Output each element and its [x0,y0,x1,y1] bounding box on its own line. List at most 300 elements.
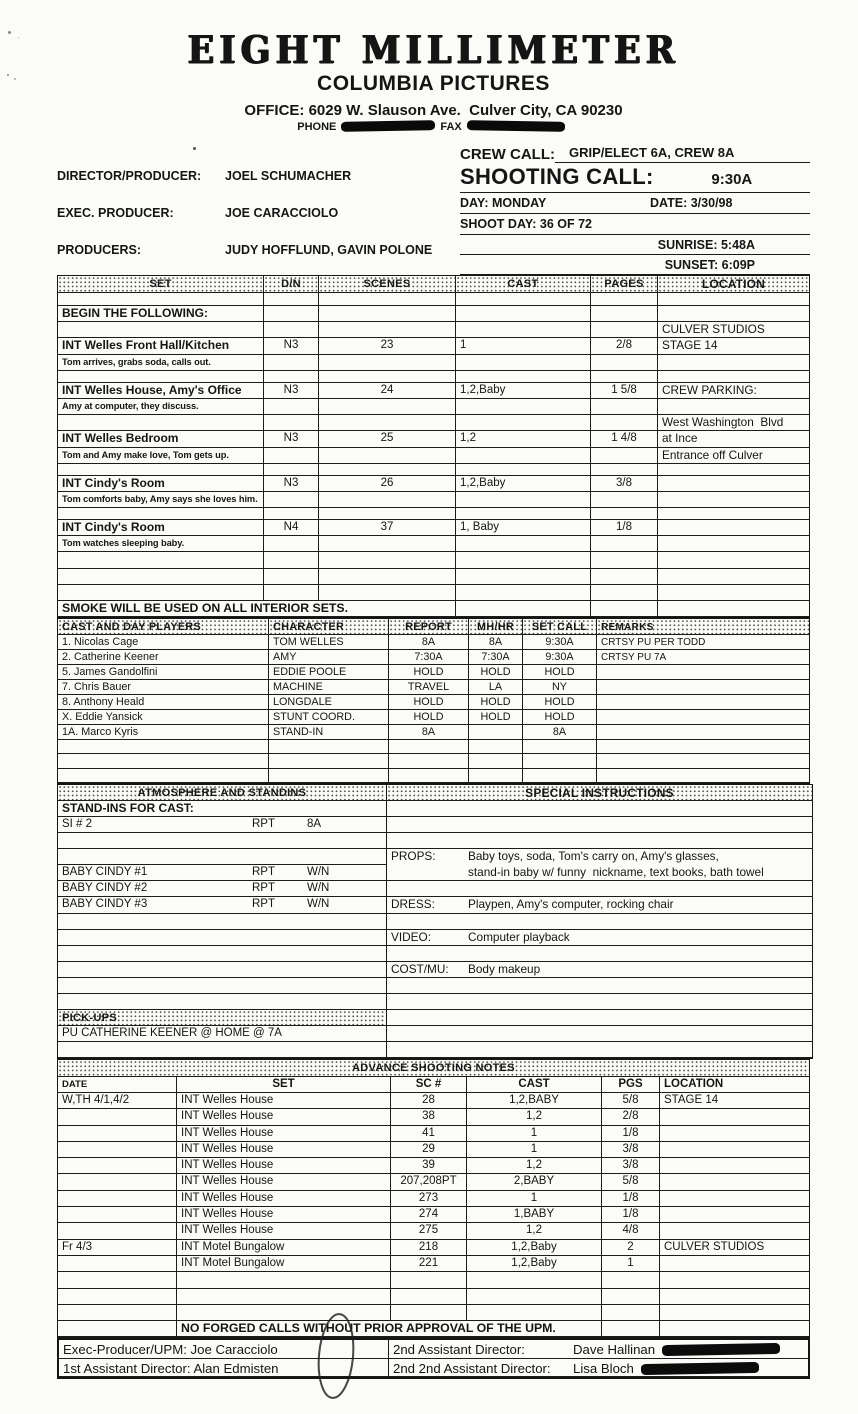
cell: 24 [319,383,456,399]
table-row [58,520,809,536]
cell: Baby toys, soda, Tom's carry on, Amy's glasses, [468,849,719,864]
cell: HOLD [469,695,523,710]
cell: 1,2,BABY [467,1093,602,1109]
cell [319,464,456,476]
cell [58,1109,177,1125]
call-times-block [460,145,810,275]
cell: HOLD [469,665,523,680]
date-value: DATE: 3/30/98 [650,193,810,214]
cell: INT Welles House [177,1207,391,1223]
cell: 1,2 [456,431,591,447]
cell [660,1109,809,1125]
table-row [387,897,812,913]
cell: 1 [467,1126,602,1142]
cell: TOM WELLES [269,635,389,650]
cell [387,1026,464,1042]
cell [602,1289,660,1305]
table-row [58,994,386,1010]
cell: W/N [303,881,386,897]
cell: 2. Catherine Keener [58,650,269,665]
table-row [387,930,812,946]
cell [264,552,319,568]
cell: 4/8 [602,1223,660,1239]
cell: HOLD [523,710,597,725]
cell [58,930,248,946]
table-row [387,817,812,833]
cell [58,1174,177,1190]
cell [58,978,248,994]
day-date-row [460,193,810,214]
cell: 2/8 [591,338,658,354]
table-row [58,476,809,492]
table-row [58,322,809,338]
table-row [58,1240,809,1256]
table-row [58,276,809,293]
cell [658,399,809,415]
cell [389,769,469,783]
cell [248,978,303,994]
cell [591,322,658,338]
cell [387,865,464,881]
cell: 7:30A [469,650,523,665]
cell [658,520,809,536]
cell [456,552,591,568]
cell [58,946,248,962]
cell: INT Welles House [177,1158,391,1174]
table-row [387,1010,812,1026]
cell: 8A [469,635,523,650]
cell [464,1042,812,1058]
table-row [58,754,809,768]
cell: 1 [467,1142,602,1158]
cell [319,399,456,415]
cell: 2,BABY [467,1174,602,1190]
crew-call-row [460,145,810,163]
cell: 38 [391,1109,467,1125]
cell [58,994,248,1010]
cell [467,1305,602,1321]
table-row [58,415,809,431]
cell: INT Welles House [177,1109,391,1125]
table-row [58,962,386,978]
table-row [387,801,812,817]
cell: SPECIAL INSTRUCTIONS [387,785,812,801]
cell [658,476,809,492]
table-row [58,1026,386,1042]
cell: INT Welles House [177,1142,391,1158]
shoot-day-value: SHOOT DAY: 36 OF 72 [460,214,810,235]
cell: 25 [319,431,456,447]
cell: SET [177,1077,391,1093]
cell [58,849,248,865]
cell [597,754,809,768]
cell [464,833,812,849]
cell [597,710,809,725]
scenes-table [57,275,810,618]
cell [456,508,591,520]
cell: LOCATION [658,276,809,293]
cell [387,833,464,849]
cell: 1st Assistant Director: Alan Edmisten [59,1359,389,1378]
table-row [58,740,809,754]
cell: STAGE 14 [660,1093,809,1109]
cell [303,946,386,962]
cell [591,415,658,431]
cell [177,1272,391,1288]
cell: 5. James Gandolfini [58,665,269,680]
cell: 1/8 [602,1126,660,1142]
cell: 41 [391,1126,467,1142]
cell: RPT [248,897,303,913]
cell: 274 [391,1207,467,1223]
table-row [58,978,386,994]
cell [658,355,809,371]
cell [456,569,591,585]
cell [456,322,591,338]
cell [58,1207,177,1223]
cell: 1 5/8 [591,383,658,399]
cell: HOLD [389,665,469,680]
cell [597,740,809,754]
cell [58,1321,177,1337]
table-row [58,569,809,585]
cell: 5/8 [602,1093,660,1109]
cell [389,740,469,754]
cell: N3 [264,431,319,447]
cell: Playpen, Amy's computer, rocking chair [464,897,812,913]
cell: STUNT COORD. [269,710,389,725]
cell: DRESS: [387,897,464,913]
cell: 28 [391,1093,467,1109]
cell: CRTSY PU PER TODD [597,635,809,650]
film-title: EIGHT MILLIMETER [187,27,680,74]
cell [264,371,319,383]
cell: 1 [456,338,591,354]
cell: 1/8 [602,1207,660,1223]
table-row [387,962,812,978]
table-row [58,769,809,783]
cell [597,769,809,783]
table-row [58,1126,809,1142]
table-row [58,508,809,520]
table-row [387,946,812,962]
special-instructions-table [387,784,813,1060]
cell: STAGE 14 [658,338,809,354]
cell [658,371,809,383]
cell [658,601,809,617]
cell [248,962,303,978]
cell [264,293,319,306]
table-row [58,1077,809,1093]
cell: SET [58,276,264,293]
table-row [58,680,809,695]
cell [319,448,456,464]
table-row [59,1340,808,1359]
cell [58,569,264,585]
phone-label: PHONE [297,121,337,133]
table-row [58,865,386,881]
table-row [58,785,386,801]
table-row [58,492,809,508]
cell [591,508,658,520]
cell: INT Welles Bedroom [58,431,264,447]
cell [591,399,658,415]
table-row [58,710,809,725]
cell: 9:30A [523,650,597,665]
cell: 39 [391,1158,467,1174]
cell: W,TH 4/1,4/2 [58,1093,177,1109]
cell [387,1042,464,1058]
table-row [58,1158,809,1174]
cell [456,355,591,371]
table-row [58,725,809,740]
cell [264,399,319,415]
cell: Tom watches sleeping baby. [58,536,264,552]
cell [248,801,303,817]
credits-block [57,145,460,275]
cell: NO FORGED CALLS WITHOUT PRIOR APPROVAL OF THE UPM. [177,1321,602,1337]
cell: INT Welles House [177,1093,391,1109]
cell [602,1272,660,1288]
cell: PROPS: [391,849,436,864]
cell: X. Eddie Yansick [58,710,269,725]
table-row [387,1042,812,1058]
cell: Computer playback [464,930,812,946]
table-row [58,355,809,371]
cell: MACHINE [269,680,389,695]
cell [467,1289,602,1305]
cell: 37 [319,520,456,536]
table-row [387,881,812,897]
cell [387,914,464,930]
cell [264,448,319,464]
cell [469,769,523,783]
cell: ATMOSPHERE AND STANDINS [58,785,386,801]
table-row [58,665,809,680]
cell [523,754,597,768]
cell [58,1305,177,1321]
table-row [58,1321,809,1337]
redaction-mark [341,120,435,132]
cell: stand-in baby w/ funny nickname, text books, bath towel [464,865,812,881]
cell: INT Welles House [177,1174,391,1190]
cell: 2 [602,1240,660,1256]
table-row [58,914,386,930]
cell [58,1272,177,1288]
table-row [58,293,809,306]
cell [456,585,591,601]
cell [264,569,319,585]
cell [177,1305,391,1321]
cell [248,946,303,962]
cell [303,1042,386,1058]
cell [58,1223,177,1239]
cell: 1,2,Baby [456,383,591,399]
cell: 2/8 [602,1109,660,1125]
exec-producer-row [57,206,460,220]
cell [58,1142,177,1158]
cell [660,1321,809,1337]
cell [58,769,269,783]
cell [591,306,658,322]
cell: Fr 4/3 [58,1240,177,1256]
cell: BEGIN THE FOLLOWING: [58,306,264,322]
cell: CREW PARKING: [658,383,809,399]
cell [319,293,456,306]
table-row [58,448,809,464]
cell [456,415,591,431]
cell [658,492,809,508]
cell: HOLD [523,695,597,710]
table-row [58,1272,809,1288]
cell: 273 [391,1191,467,1207]
cell [387,946,464,962]
cell: SCENES [319,276,456,293]
cell [58,833,248,849]
cell [658,536,809,552]
table-row [387,978,812,994]
cell [523,740,597,754]
cell: 1,2,Baby [467,1240,602,1256]
cell [597,665,809,680]
cell [303,962,386,978]
table-row [387,994,812,1010]
crew-call-value: GRIP/ELECT 6A, CREW 8A [555,145,810,163]
cell [658,293,809,306]
cell: Dave Hallinan [569,1340,808,1359]
cell [469,754,523,768]
table-row [58,695,809,710]
cell [597,680,809,695]
cell [58,740,269,754]
cell: ADVANCE SHOOTING NOTES [58,1060,809,1076]
cell: 1,2,Baby [456,476,591,492]
cell: 8A [303,817,386,833]
day-value: DAY: MONDAY [460,193,650,214]
table-row [58,897,386,913]
cell [58,754,269,768]
table-row [58,946,386,962]
cell [591,355,658,371]
cell [456,399,591,415]
cell [58,1289,177,1305]
cell: N3 [264,383,319,399]
cell: INT Cindy's Room [58,520,264,536]
cell [660,1223,809,1239]
cell [319,492,456,508]
cell: PAGES [591,276,658,293]
table-row [58,431,809,447]
cell: CAST AND DAY PLAYERS [58,619,269,635]
cell [319,552,456,568]
cell: 8. Anthony Heald [58,695,269,710]
cell: BABY CINDY #3 [58,897,248,913]
table-row [387,833,812,849]
table-row [387,1026,812,1042]
cell: LOCATION [660,1077,809,1093]
cell [58,464,264,476]
cell [602,1305,660,1321]
cell [660,1191,809,1207]
cell: 1,BABY [467,1207,602,1223]
cell [658,508,809,520]
table-row [58,585,809,601]
cell: 5/8 [602,1174,660,1190]
cell [597,695,809,710]
cell [319,371,456,383]
cell [248,849,303,865]
cell [464,801,812,817]
cell: Amy at computer, they discuss. [58,399,264,415]
cell: West Washington Blvd [658,415,809,431]
cell: Entrance off Culver [658,448,809,464]
cell: Tom arrives, grabs soda, calls out. [58,355,264,371]
cell: REMARKS [597,619,809,635]
table-row [58,1060,809,1076]
table-row [58,601,809,617]
cell [58,1256,177,1272]
table-row [58,817,386,833]
table-row [58,371,809,383]
director-label: DIRECTOR/PRODUCER: [57,169,202,183]
cell: 218 [391,1240,467,1256]
scan-speck [8,31,11,34]
cell [391,1272,467,1288]
cell: MH/HR [469,619,523,635]
cell [58,585,264,601]
cell: RPT [248,881,303,897]
table-row [58,930,386,946]
cell [658,552,809,568]
cell: 2nd Assistant Director: [389,1340,569,1359]
cell [597,725,809,740]
cell: PU CATHERINE KEENER @ HOME @ 7A [58,1026,386,1042]
cell: HOLD [389,695,469,710]
cell [387,817,464,833]
cell [248,930,303,946]
cell: CHARACTER [269,619,389,635]
cell [269,740,389,754]
cell: INT Motel Bungalow [177,1256,391,1272]
cell [264,536,319,552]
cell [319,585,456,601]
cell [58,1126,177,1142]
cell: 221 [391,1256,467,1272]
cell: 1 [602,1256,660,1272]
cell: COST/MU: [387,962,464,978]
cell [658,464,809,476]
cell [591,552,658,568]
cell [319,536,456,552]
studio-name: COLUMBIA PICTURES [317,72,550,95]
cell [660,1289,809,1305]
crew-call-label: CREW CALL: [460,146,555,163]
table-row [58,399,809,415]
cell: INT Cindy's Room [58,476,264,492]
cell [319,306,456,322]
cell [58,293,264,306]
producers-names: JUDY HOFFLUND, GAVIN POLONE [225,243,433,257]
cell [58,1042,248,1058]
cell: INT Welles House [177,1191,391,1207]
table-row [387,849,812,865]
shooting-call-row [460,163,810,193]
cell: SMOKE WILL BE USED ON ALL INTERIOR SETS. [58,601,456,617]
cell [58,322,264,338]
cell [658,306,809,322]
cell: at Ince [658,431,809,447]
cell [456,293,591,306]
